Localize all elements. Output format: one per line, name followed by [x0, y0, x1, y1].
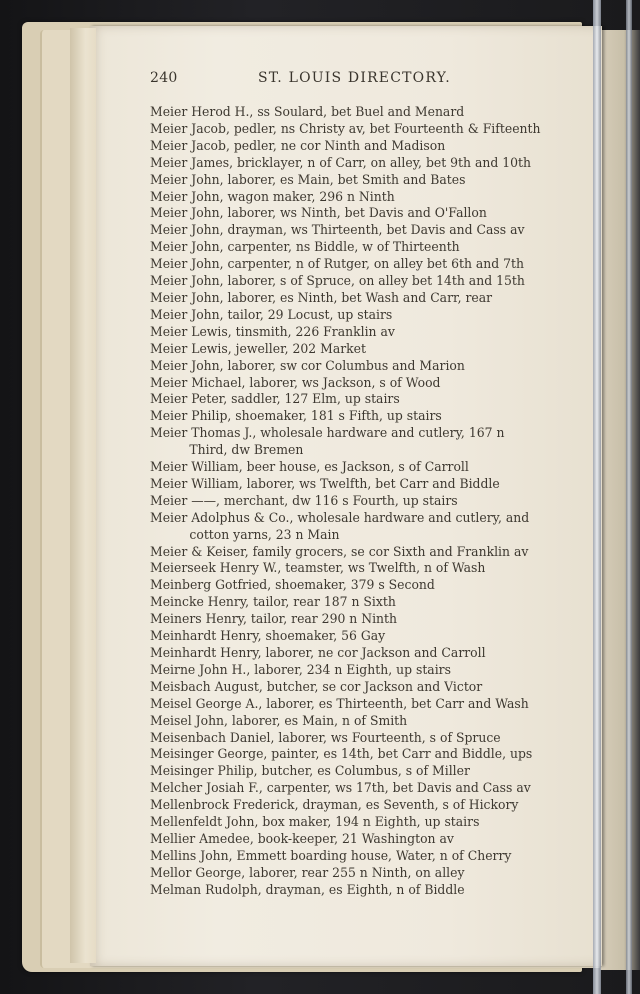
directory-entry: Meiners Henry, tailor, rear 290 n Ninth: [150, 611, 398, 627]
scanner-clamp-bar-secondary: [626, 0, 632, 994]
directory-entry: Meier James, bricklayer, n of Carr, on alley, bet 9th and 10th: [150, 154, 531, 170]
page-gutter: [70, 28, 96, 963]
directory-entry: Meier Peter, saddler, 127 Elm, up stairs: [150, 391, 400, 407]
directory-entry: Meier Jacob, pedler, ns Christy av, bet Fourteenth & Fifteenth: [150, 120, 541, 136]
directory-entry: Meinhardt Henry, laborer, ne cor Jackson and Carroll: [150, 645, 486, 660]
directory-entries: [150, 104, 590, 899]
directory-entry: Meier John, laborer, es Main, bet Smith and Bates: [150, 171, 466, 187]
facing-page-edge: [600, 30, 640, 970]
directory-entry: Meisbach August, butcher, se cor Jackson and Victor: [150, 678, 483, 694]
directory-entry: Meinberg Gotfried, shoemaker, 379 s Second: [150, 577, 435, 593]
directory-entry: Mellins John, Emmett boarding house, Water, n of Cherry: [150, 847, 512, 863]
directory-entry: Meier William, beer house, es Jackson, s of Carroll: [150, 459, 469, 475]
directory-entry: Meisinger George, painter, es 14th, bet Carr and Biddle, ups: [150, 746, 533, 762]
directory-entry: Meier John, laborer, es Ninth, bet Wash and Carr, rear: [150, 289, 493, 305]
scanner-clamp-bar: [593, 0, 601, 994]
directory-entry: Meier John, wagon maker, 296 n Ninth: [150, 188, 395, 204]
directory-entry: Mellenfeldt John, box maker, 194 n Eighth, up stairs: [150, 814, 480, 830]
directory-entry: Meirne John H., laborer, 234 n Eighth, up stairs: [150, 661, 451, 677]
directory-entry: Melcher Josiah F., carpenter, ws 17th, bet Davis and Cass av: [150, 780, 531, 796]
directory-entry: Meier John, laborer, ws Ninth, bet Davis and O'Fallon: [150, 205, 487, 221]
directory-entry: Meier Herod H., ss Soulard, bet Buel and Menard: [150, 104, 465, 119]
directory-entry: Meier John, laborer, s of Spruce, on alley bet 14th and 15th: [150, 273, 525, 289]
running-title: ST. LOUIS DIRECTORY.: [258, 70, 451, 86]
directory-entry: Meier & Keiser, family grocers, se cor Sixth and Franklin av: [150, 543, 529, 559]
directory-entry-continuation: Third, dw Bremen: [189, 442, 304, 458]
directory-entry: Meier John, tailor, 29 Locust, up stairs: [150, 306, 393, 322]
directory-entry: Meisinger Philip, butcher, es Columbus, s of Miller: [150, 763, 470, 779]
directory-entry: Meier Adolphus & Co., wholesale hardware and cutlery, and: [150, 509, 530, 525]
directory-entry: Meier ——, merchant, dw 116 s Fourth, up stairs: [150, 492, 458, 508]
directory-entry: Meier Lewis, tinsmith, 226 Franklin av: [150, 323, 395, 339]
directory-entry: Meier John, drayman, ws Thirteenth, bet Davis and Cass av: [150, 222, 525, 238]
directory-entry: Meierseek Henry W., teamster, ws Twelfth, n of Wash: [150, 560, 486, 576]
directory-entry: Meier William, laborer, ws Twelfth, bet Carr and Biddle: [150, 475, 500, 491]
directory-entry: Meisenbach Daniel, laborer, ws Fourteenth, s of Spruce: [150, 729, 501, 745]
directory-entry: Meincke Henry, tailor, rear 187 n Sixth: [150, 594, 396, 610]
directory-entry: Meier John, carpenter, n of Rutger, on alley bet 6th and 7th: [150, 256, 525, 272]
directory-entry: Meinhardt Henry, shoemaker, 56 Gay: [150, 628, 386, 644]
directory-entry: Mellor George, laborer, rear 255 n Ninth, on alley: [150, 864, 465, 880]
directory-entry: Meier Jacob, pedler, ne cor Ninth and Madison: [150, 137, 446, 153]
directory-entry: Meier John, carpenter, ns Biddle, w of Thirteenth: [150, 239, 460, 255]
page-number: 240: [150, 70, 178, 86]
directory-entry: Melman Rudolph, drayman, es Eighth, n of Biddle: [150, 881, 465, 897]
directory-entry: Meisel George A., laborer, es Thirteenth, bet Carr and Wash: [150, 695, 529, 711]
directory-entry: Meier Lewis, jeweller, 202 Market: [150, 340, 367, 356]
directory-entry-continuation: cotton yarns, 23 n Main: [189, 526, 340, 542]
directory-entry: Meier Thomas J., wholesale hardware and cutlery, 167 n: [150, 425, 505, 441]
directory-entry: Meisel John, laborer, es Main, n of Smith: [150, 712, 408, 728]
directory-entry: Mellier Amedee, book-keeper, 21 Washington av: [150, 830, 454, 846]
page-header: [150, 70, 590, 90]
directory-entry: Mellenbrock Frederick, drayman, es Seventh, s of Hickory: [150, 797, 519, 813]
directory-entry: Meier Michael, laborer, ws Jackson, s of Wood: [150, 374, 441, 390]
directory-entry: Meier John, laborer, sw cor Columbus and Marion: [150, 357, 465, 373]
directory-entry: Meier Philip, shoemaker, 181 s Fifth, up stairs: [150, 408, 442, 424]
